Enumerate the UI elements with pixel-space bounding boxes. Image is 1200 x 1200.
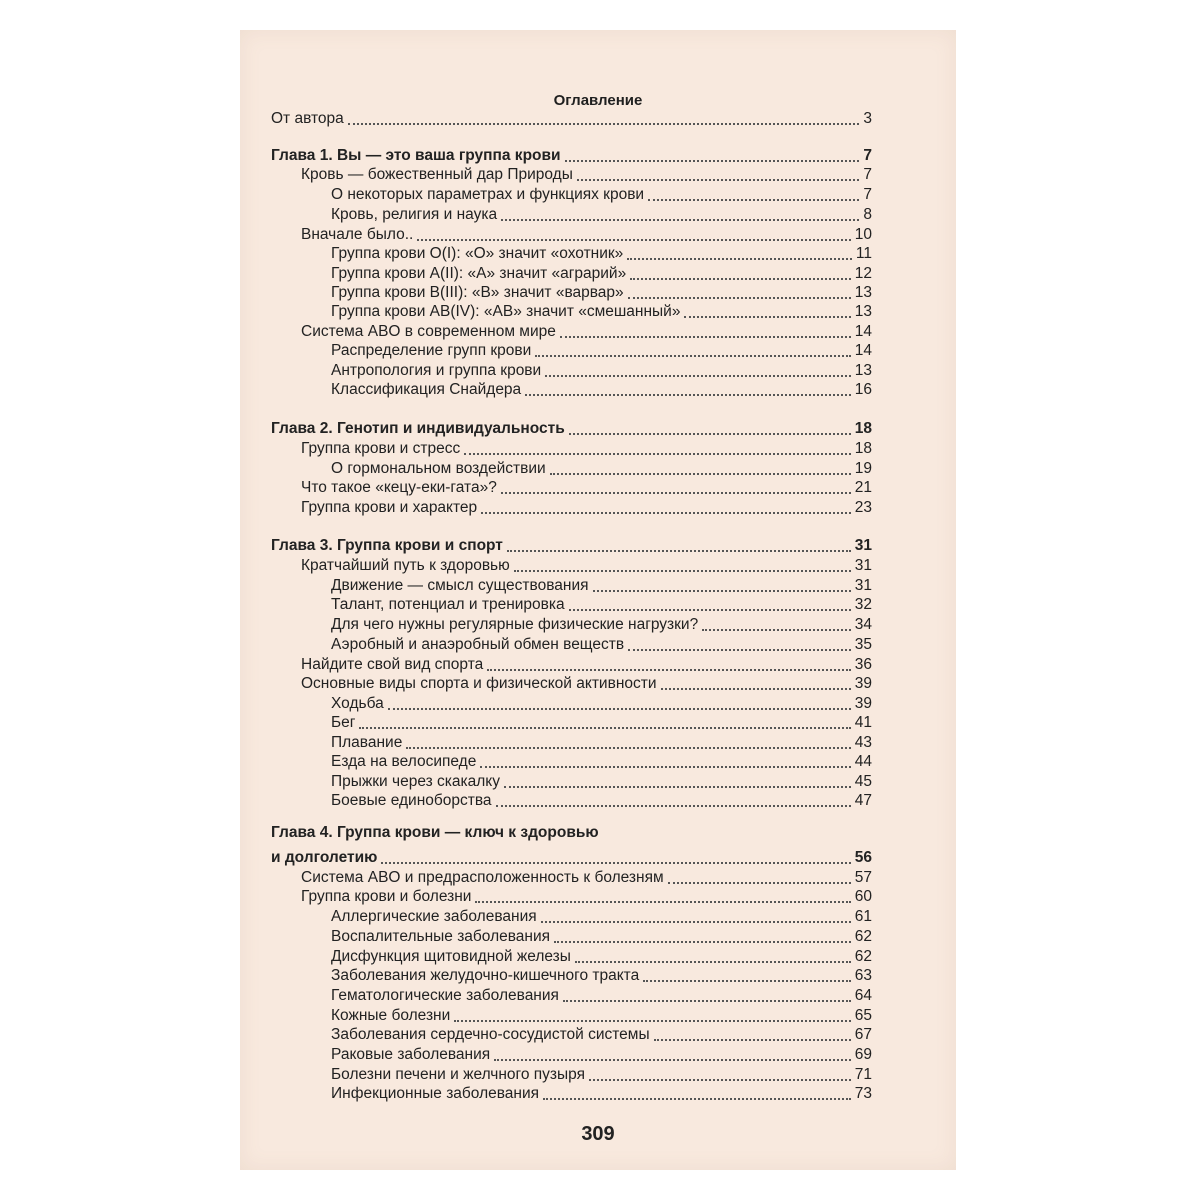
toc-entry-title: Группа крови B(III): «B» значит «варвар»	[331, 284, 624, 301]
toc-entry-title: Кровь — божественный дар Природы	[301, 166, 573, 183]
toc-entry-row	[331, 283, 872, 302]
toc-page-number: 39	[854, 675, 872, 692]
toc-entry-title: Группа крови и болезни	[301, 888, 472, 905]
toc-entry-title: Аллергические заболевания	[331, 908, 537, 925]
toc-leader-dots	[628, 649, 851, 651]
toc-leader-dots	[661, 688, 851, 690]
toc-entry-title: Группа крови O(I): «O» значит «охотник»	[331, 245, 624, 262]
toc-entry-title: Воспалительные заболевания	[331, 928, 551, 945]
toc-page-number: 41	[854, 714, 872, 731]
toc-leader-dots	[454, 1020, 850, 1022]
toc-entry-title: Заболевания сердечно-сосудистой системы	[331, 1026, 650, 1043]
toc-page-number: 69	[854, 1046, 872, 1063]
toc-leader-dots	[628, 297, 851, 299]
toc-page-number: 8	[863, 206, 872, 223]
toc-page-number: 7	[863, 147, 872, 164]
toc-page-number: 56	[854, 849, 872, 866]
toc-entry-row	[331, 947, 872, 966]
toc-leader-dots	[550, 473, 851, 475]
toc-entry-row	[331, 986, 872, 1005]
toc-entry-row	[331, 907, 872, 926]
toc-entry-row	[301, 655, 872, 674]
toc-leader-dots	[348, 123, 860, 125]
toc-title: Оглавление	[553, 92, 643, 109]
toc-entry-title: Найдите свой вид спорта	[301, 656, 484, 673]
toc-entry-row	[331, 244, 872, 263]
toc-entry-row	[331, 772, 872, 791]
toc-page-number: 39	[854, 695, 872, 712]
toc-entry-title: Кровь, религия и наука	[331, 206, 498, 223]
toc-entry-title: Система ABO и предрасположенность к болезням	[301, 869, 664, 886]
toc-entry-title: Кожные болезни	[331, 1007, 451, 1024]
toc-entry-title: Для чего нужны регулярные физические нагрузки?	[331, 616, 699, 633]
toc-page-number: 10	[854, 226, 872, 243]
toc-entry-row	[301, 225, 872, 244]
toc-leader-dots	[589, 1079, 851, 1081]
toc-page-number: 12	[854, 265, 872, 282]
toc-entry-title: Прыжки через скакалку	[331, 773, 501, 790]
toc-entry-row	[331, 1045, 872, 1064]
toc-leader-dots	[535, 355, 850, 357]
toc-page-number: 19	[854, 460, 872, 477]
toc-entry-title: Глава 1. Вы — это ваша группа крови	[271, 147, 561, 164]
toc-leader-dots	[464, 453, 851, 455]
toc-entry-row	[331, 1084, 872, 1103]
toc-chapter-row	[271, 848, 872, 867]
page-number: 309	[581, 1123, 615, 1145]
toc-page-number: 62	[854, 948, 872, 965]
toc-page-number: 14	[854, 323, 872, 340]
toc-entry-row	[331, 264, 872, 283]
toc-entry-title: Глава 3. Группа крови и спорт	[271, 537, 503, 554]
toc-page-number: 63	[854, 967, 872, 984]
toc-entry-title: Группа крови и стресс	[301, 440, 461, 457]
toc-entry-row	[301, 439, 872, 458]
toc-leader-dots	[560, 336, 851, 338]
toc-page-number: 47	[854, 792, 872, 809]
toc-entry-row	[331, 185, 872, 204]
toc-entry-row	[301, 322, 872, 341]
toc-entry-title: Бег	[331, 714, 356, 731]
toc-entry-title: Вначале было..	[301, 226, 414, 243]
toc-entry-row	[331, 713, 872, 732]
toc-leader-dots	[577, 179, 860, 181]
toc-entry-title: Раковые заболевания	[331, 1046, 491, 1063]
toc-entry-row	[331, 1065, 872, 1084]
toc-leader-dots	[388, 708, 851, 710]
toc-entry-row	[331, 205, 872, 224]
toc-entry-title: Езда на велосипеде	[331, 753, 477, 770]
toc-leader-dots	[501, 492, 851, 494]
toc-leader-dots	[684, 316, 850, 318]
chapter-4-title-line1: Глава 4. Группа крови — ключ к здоровью	[271, 824, 599, 841]
toc-entry-row	[301, 887, 872, 906]
toc-entry-row	[331, 380, 872, 399]
toc-page-number: 62	[854, 928, 872, 945]
toc-page-number: 23	[854, 499, 872, 516]
toc-entry-row	[331, 595, 872, 614]
toc-entry-title: От автора	[271, 110, 344, 127]
toc-leader-dots	[630, 278, 851, 280]
toc-page-number: 45	[854, 773, 872, 790]
toc-leader-dots	[481, 512, 851, 514]
toc-page-number: 61	[854, 908, 872, 925]
toc-leader-dots	[359, 727, 850, 729]
toc-entry-title: Кратчайший путь к здоровью	[301, 557, 510, 574]
toc-page-number: 35	[854, 636, 872, 653]
toc-entry-title: Дисфункция щитовидной железы	[331, 948, 571, 965]
toc-entry-row	[331, 1025, 872, 1044]
toc-entry-title: Талант, потенциал и тренировка	[331, 596, 565, 613]
toc-entry-row	[331, 694, 872, 713]
toc-page-number: 57	[854, 869, 872, 886]
toc-entry-row	[331, 615, 872, 634]
toc-entry-title: Глава 2. Генотип и индивидуальность	[271, 420, 565, 437]
toc-entry-row	[331, 302, 872, 321]
toc-entry-title: О гормональном воздействии	[331, 460, 546, 477]
toc-leader-dots	[627, 258, 852, 260]
toc-entry-title: Плавание	[331, 734, 403, 751]
toc-chapter-row	[271, 109, 872, 128]
toc-page-number: 31	[854, 537, 872, 554]
toc-entry-row	[331, 966, 872, 985]
toc-page-number: 13	[854, 284, 872, 301]
toc-page-number: 67	[854, 1026, 872, 1043]
toc-entry-title: Распределение групп крови	[331, 342, 532, 359]
toc-leader-dots	[543, 1098, 851, 1100]
toc-entry-title: Гематологические заболевания	[331, 987, 559, 1004]
toc-page-number: 64	[854, 987, 872, 1004]
toc-page-number: 18	[854, 440, 872, 457]
toc-entry-title: Классификация Снайдера	[331, 381, 522, 398]
toc-entry-title: Группа крови A(II): «A» значит «аграрий»	[331, 265, 627, 282]
toc-leader-dots	[593, 590, 851, 592]
toc-leader-dots	[406, 747, 850, 749]
book-page	[240, 30, 956, 1170]
table-of-contents	[240, 30, 956, 1170]
toc-entry-row	[331, 1006, 872, 1025]
toc-leader-dots	[554, 941, 851, 943]
toc-entry-title: Группа крови AB(IV): «AB» значит «смешанный»	[331, 303, 681, 320]
toc-page-number: 21	[854, 479, 872, 496]
toc-page-number: 36	[854, 656, 872, 673]
toc-entry-row	[331, 733, 872, 752]
toc-leader-dots	[569, 433, 851, 435]
toc-page-number: 7	[863, 186, 872, 203]
toc-leader-dots	[501, 219, 859, 221]
toc-entry-row	[331, 635, 872, 654]
toc-leader-dots	[496, 805, 851, 807]
toc-chapter-row	[271, 146, 872, 165]
toc-entry-title: Болезни печени и желчного пузыря	[331, 1066, 585, 1083]
toc-leader-dots	[643, 980, 851, 982]
toc-entry-row	[331, 927, 872, 946]
toc-entry-title: Основные виды спорта и физической активности	[301, 675, 657, 692]
toc-page-number: 71	[854, 1066, 872, 1083]
toc-entry-row	[331, 361, 872, 380]
toc-entry-title: Система ABO в современном мире	[301, 323, 556, 340]
toc-page-number: 60	[854, 888, 872, 905]
toc-page-number: 3	[863, 110, 872, 127]
toc-entry-row	[301, 868, 872, 887]
toc-page-number: 13	[854, 303, 872, 320]
toc-page-number: 43	[854, 734, 872, 751]
toc-entry-title: и долголетию	[271, 849, 378, 866]
toc-page-number: 44	[854, 753, 872, 770]
toc-entry-title: Ходьба	[331, 695, 384, 712]
toc-leader-dots	[668, 882, 851, 884]
toc-page-number: 31	[854, 557, 872, 574]
toc-leader-dots	[504, 786, 851, 788]
toc-leader-dots	[545, 375, 851, 377]
toc-entry-row	[331, 341, 872, 360]
toc-leader-dots	[475, 901, 850, 903]
toc-page-number: 34	[854, 616, 872, 633]
toc-page-number: 73	[854, 1085, 872, 1102]
toc-entry-title: Группа крови и характер	[301, 499, 478, 516]
toc-leader-dots	[575, 961, 851, 963]
toc-leader-dots	[417, 239, 850, 241]
toc-leader-dots	[563, 1000, 851, 1002]
toc-leader-dots	[541, 921, 851, 923]
toc-entry-title: Что такое «кецу-еки-гата»?	[301, 479, 497, 496]
toc-chapter-row	[271, 536, 872, 555]
toc-page-number: 18	[854, 420, 872, 437]
toc-leader-dots	[514, 570, 851, 572]
toc-page-number: 32	[854, 596, 872, 613]
toc-entry-row	[331, 752, 872, 771]
toc-entry-row	[301, 165, 872, 184]
toc-entry-row	[331, 459, 872, 478]
toc-leader-dots	[487, 669, 850, 671]
toc-leader-dots	[648, 199, 859, 201]
toc-leader-dots	[569, 609, 851, 611]
toc-leader-dots	[654, 1039, 851, 1041]
toc-entry-title: Боевые единоборства	[331, 792, 492, 809]
toc-entry-title: Движение — смысл существования	[331, 577, 589, 594]
toc-page-number: 16	[854, 381, 872, 398]
toc-entry-row	[331, 576, 872, 595]
toc-entry-title: Антропология и группа крови	[331, 362, 542, 379]
toc-page-number: 31	[854, 577, 872, 594]
toc-leader-dots	[702, 629, 851, 631]
toc-page-number: 7	[863, 166, 872, 183]
toc-page-number: 14	[854, 342, 872, 359]
toc-entry-row	[301, 478, 872, 497]
toc-leader-dots	[494, 1059, 851, 1061]
toc-leader-dots	[525, 394, 851, 396]
toc-leader-dots	[381, 862, 850, 864]
toc-entry-title: Инфекционные заболевания	[331, 1085, 540, 1102]
toc-entry-title: Заболевания желудочно-кишечного тракта	[331, 967, 640, 984]
toc-page-number: 11	[855, 245, 872, 262]
toc-chapter-row	[271, 419, 872, 438]
toc-entry-row	[331, 791, 872, 810]
toc-entry-title: О некоторых параметрах и функциях крови	[331, 186, 645, 203]
toc-entry-row	[301, 498, 872, 517]
toc-leader-dots	[565, 160, 860, 162]
toc-entry-row	[301, 556, 872, 575]
toc-leader-dots	[480, 766, 850, 768]
toc-leader-dots	[507, 550, 851, 552]
toc-page-number: 65	[854, 1007, 872, 1024]
toc-page-number: 13	[854, 362, 872, 379]
toc-entry-title: Аэробный и анаэробный обмен веществ	[331, 636, 625, 653]
toc-entry-row	[301, 674, 872, 693]
